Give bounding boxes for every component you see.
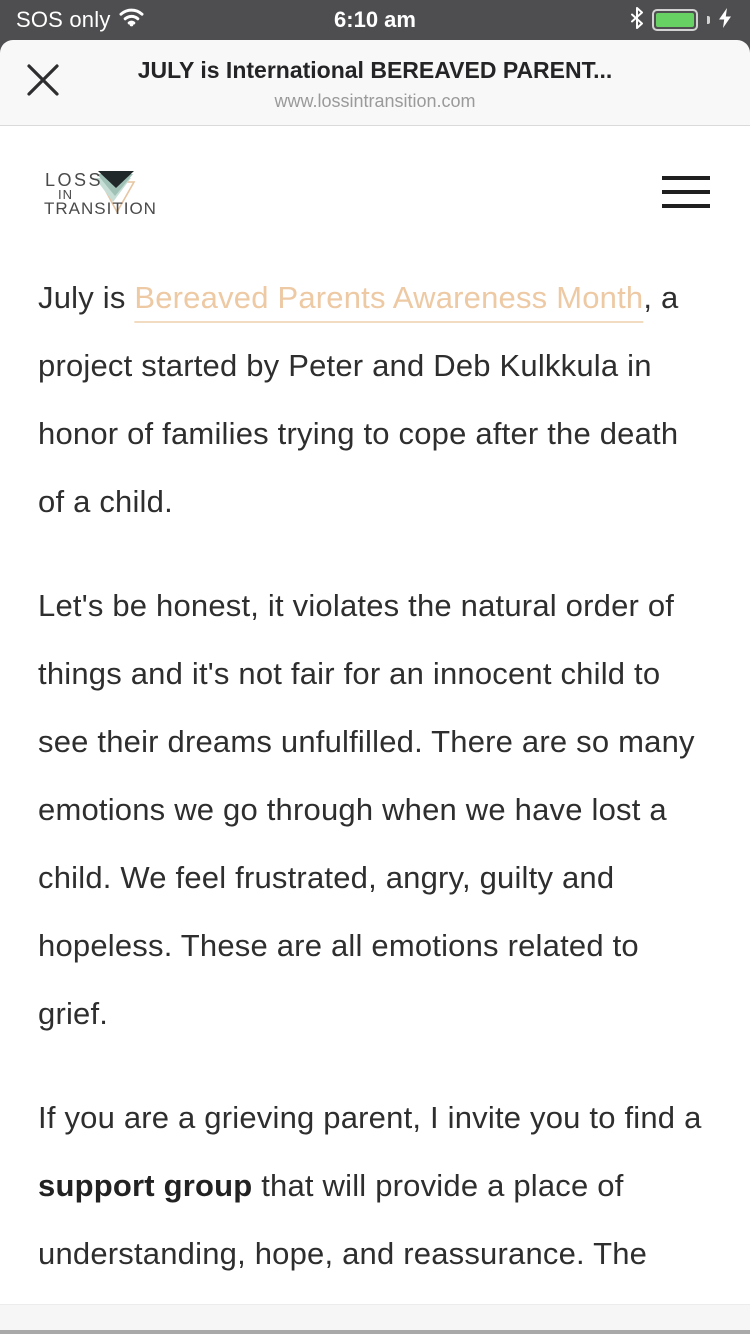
battery-level xyxy=(656,13,694,27)
hamburger-icon xyxy=(662,176,710,180)
close-button[interactable] xyxy=(16,54,70,108)
web-content xyxy=(0,126,750,1304)
paragraph xyxy=(38,572,712,1048)
menu-button[interactable] xyxy=(662,176,710,208)
browser-sheet-header xyxy=(0,40,750,126)
battery-icon xyxy=(652,9,698,31)
loss-in-transition-logo[interactable] xyxy=(44,168,184,225)
page-url: www.lossintransition.com xyxy=(274,91,476,111)
body-text: If you are a grieving parent, I invite you to find a xyxy=(38,1100,702,1135)
bereaved-parents-awareness-link[interactable]: Bereaved Parents Awareness Month xyxy=(134,280,644,315)
carrier-label: SOS only xyxy=(16,7,111,32)
logo-word-loss: LOSS xyxy=(45,170,104,190)
body-text: Let's be honest, it violates the natural order of things and it's not fair for an innocent child to see their dreams unfulfilled. There are so many emotions we go through when we have lost a child. We feel frustrated, angry, guilty and hopeless. These are all emotions related to grief. xyxy=(38,588,695,1031)
clock: 6:10 am xyxy=(334,7,416,32)
page-title: JULY is International BEREAVED PARENT... xyxy=(137,57,613,83)
bottom-toolbar-stub xyxy=(0,1304,750,1334)
logo-word-transition: TRANSITION xyxy=(44,199,157,218)
paragraph xyxy=(38,264,712,536)
site-header xyxy=(0,126,750,264)
body-text: that will provide a place of understanding, hope, and reassurance. The xyxy=(38,1168,648,1271)
paragraph xyxy=(38,1084,712,1288)
close-icon xyxy=(25,62,61,101)
body-text: , a project started by Peter and Deb Kulkkula in honor of families trying to cope after the death of a child. xyxy=(38,280,679,519)
article xyxy=(0,264,750,1288)
logo-word-in: IN xyxy=(58,187,73,202)
body-text: July is xyxy=(38,280,135,315)
support-group-bold-text: support group xyxy=(38,1168,253,1203)
